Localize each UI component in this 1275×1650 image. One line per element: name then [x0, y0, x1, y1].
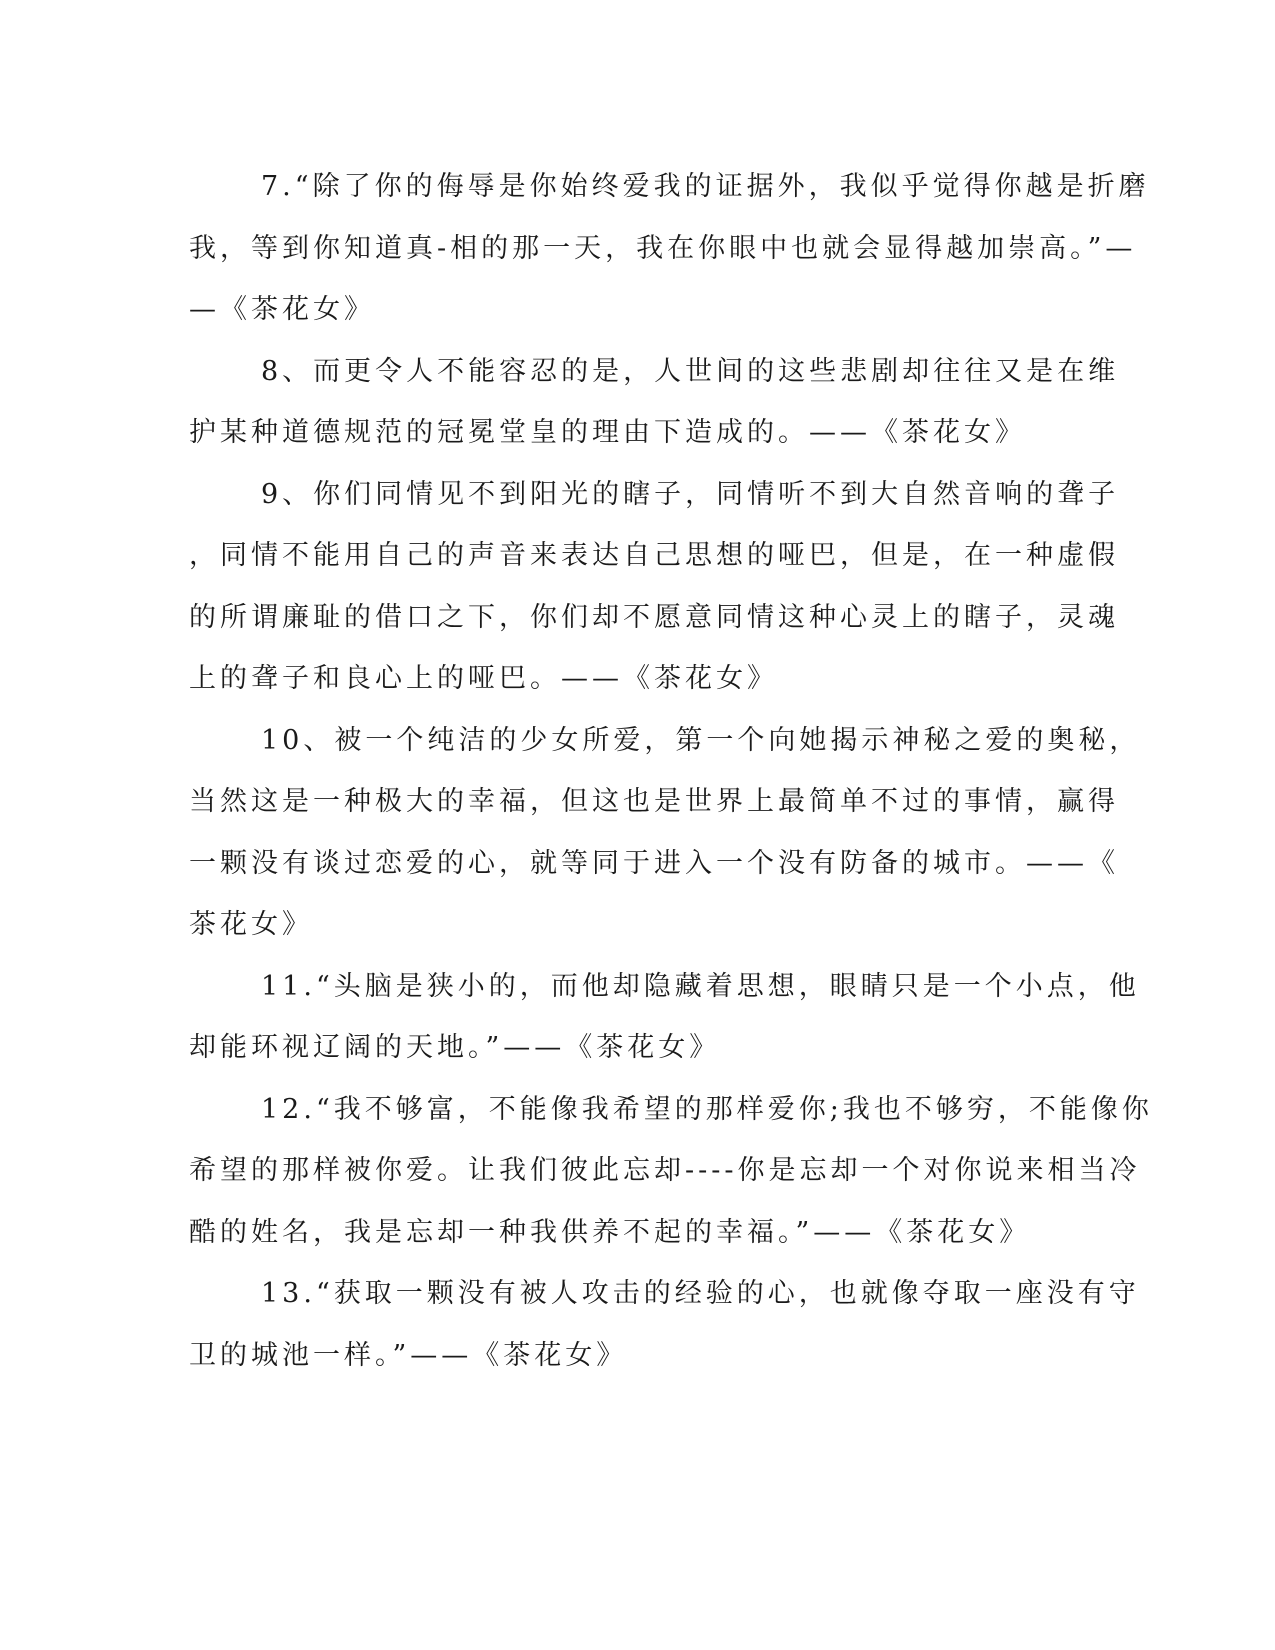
quote-line: 却能环视辽阔的天地。”——《茶花女》 — [189, 1032, 721, 1063]
quote-7 — [189, 156, 1150, 341]
quote-line: 我，等到你知道真-相的那一天，我在你眼中也就会显得越加崇高。”— — [189, 232, 1137, 264]
quote-8 — [189, 341, 1120, 464]
quote-line: 希望的那样被你爱。让我们彼此忘却----你是忘却一个对你说来相当冷 — [189, 1155, 1141, 1186]
quote-line: 7.“除了你的侮辱是你始终爱我的证据外，我似乎觉得你越是折磨 — [261, 171, 1150, 202]
quote-9 — [189, 464, 1120, 710]
quote-12 — [189, 1079, 1153, 1264]
quote-line: 一颗没有谈过恋爱的心，就等同于进入一个没有防备的城市。——《 — [189, 847, 1119, 879]
quote-13 — [189, 1263, 1140, 1386]
quote-line: 当然这是一种极大的幸福，但这也是世界上最简单不过的事情，赢得 — [189, 786, 1119, 817]
quote-line: 茶花女》 — [189, 909, 313, 940]
quote-line: ，同情不能用自己的声音来表达自己思想的哑巴，但是，在一种虚假 — [189, 540, 1119, 571]
quote-11 — [189, 956, 1140, 1079]
quote-line: —《茶花女》 — [189, 294, 375, 325]
quote-line: 护某种道德规范的冠冕堂皇的理由下造成的。——《茶花女》 — [189, 417, 1026, 448]
quote-line: 8、而更令人不能容忍的是，人世间的这些悲剧却往往又是在维 — [261, 355, 1120, 387]
quote-line: 12.“我不够富，不能像我希望的那样爱你;我也不够穷，不能像你 — [261, 1093, 1153, 1125]
quote-line: 上的聋子和良心上的哑巴。——《茶花女》 — [189, 663, 778, 694]
quote-line: 11.“头脑是狭小的，而他却隐藏着思想，眼睛只是一个小点，他 — [261, 970, 1140, 1002]
quote-line: 的所谓廉耻的借口之下，你们却不愿意同情这种心灵上的瞎子，灵魂 — [189, 601, 1119, 633]
quote-line: 10、被一个纯洁的少女所爱，第一个向她揭示神秘之爱的奥秘， — [261, 724, 1141, 756]
quote-line: 酷的姓名，我是忘却一种我供养不起的幸福。”——《茶花女》 — [189, 1216, 1031, 1248]
quote-list — [189, 156, 1153, 1386]
quote-10 — [189, 710, 1141, 956]
quote-line: 卫的城池一样。”——《茶花女》 — [189, 1339, 628, 1371]
quote-line: 13.“获取一颗没有被人攻击的经验的心，也就像夺取一座没有守 — [261, 1278, 1140, 1309]
quote-line: 9、你们同情见不到阳光的瞎子，同情听不到大自然音响的聋子 — [261, 478, 1120, 510]
